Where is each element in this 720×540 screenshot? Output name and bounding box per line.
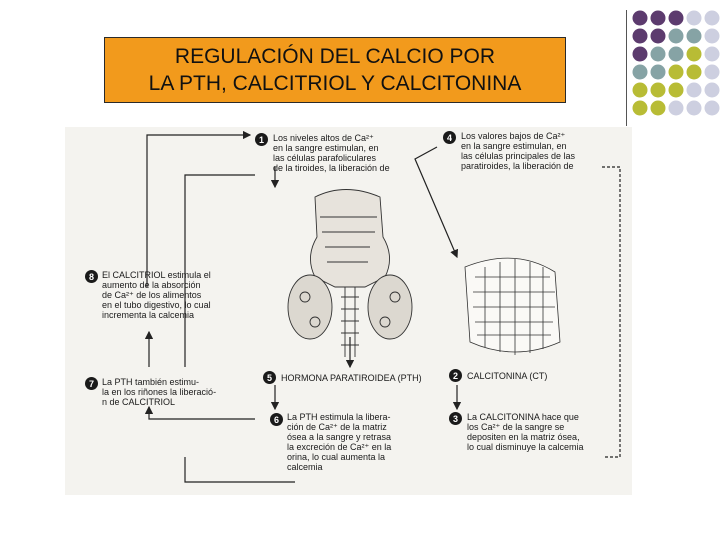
decorative-dot <box>651 47 666 62</box>
decorative-dot <box>705 29 720 44</box>
step-5-badge: 5 <box>263 371 276 384</box>
decorative-dot <box>687 47 702 62</box>
calcium-regulation-diagram <box>65 127 632 495</box>
decorative-dot <box>651 83 666 98</box>
hormone-pth-label: HORMONA PARATIROIDEA (PTH) <box>281 373 422 383</box>
decorative-dot <box>705 11 720 26</box>
decorative-dot <box>687 29 702 44</box>
decorative-dot <box>669 47 684 62</box>
decorative-dot <box>705 65 720 80</box>
decorative-dot <box>705 101 720 116</box>
step-6-text: La PTH estimula la libera- ción de Ca²⁺ de la matriz ósea a la sangre y retrasa la excreción de Ca²⁺ en la orina, lo cual aumenta la calcemia <box>287 412 392 472</box>
step-3-text: La CALCITONINA hace que los Ca²⁺ de la sangre se depositen en la matriz ósea, lo cual disminuye la calcemia <box>467 412 584 452</box>
step-6-badge: 6 <box>270 413 283 426</box>
step-8-badge: 8 <box>85 270 98 283</box>
decorative-dot <box>669 83 684 98</box>
arrow-loop-bottom <box>185 457 295 482</box>
parathyroid-illustration <box>465 258 560 355</box>
step-8-text: El CALCITRIOL estimula el aumento de la absorción de Ca²⁺ de los alimentos en el tubo digestivo, lo cual incrementa la calcemia <box>102 270 211 320</box>
decorative-dot <box>687 11 702 26</box>
decorative-dot <box>669 29 684 44</box>
decorative-vertical-line <box>626 10 627 126</box>
decorative-dot <box>687 83 702 98</box>
decorative-dot <box>687 65 702 80</box>
step-7-badge: 7 <box>85 377 98 390</box>
title-line-2: LA PTH, CALCITRIOL Y CALCITONINA <box>148 72 522 95</box>
decorative-dot <box>669 65 684 80</box>
decorative-dot <box>633 101 648 116</box>
title-box <box>104 37 566 103</box>
step-4-badge: 4 <box>443 131 456 144</box>
thyroid-illustration <box>288 190 412 358</box>
decorative-dot <box>633 47 648 62</box>
decorative-dot <box>705 83 720 98</box>
decorative-dot <box>687 101 702 116</box>
decorative-dot <box>651 65 666 80</box>
step-7-text: La PTH también estimu- la en los riñones la liberació- n de CALCITRIOL <box>102 377 217 407</box>
decorative-dot <box>651 11 666 26</box>
step-1-text: Los niveles altos de Ca²⁺ en la sangre estimulan, en las células parafoliculares de la tiroides, la liberación de <box>273 133 390 173</box>
step-2-badge: 2 <box>449 369 462 382</box>
step-1-badge: 1 <box>255 133 268 146</box>
decorative-dot <box>633 11 648 26</box>
decorative-dot <box>651 101 666 116</box>
title-line-1: REGULACIÓN DEL CALCIO POR <box>174 45 496 68</box>
decorative-dot <box>669 101 684 116</box>
decorative-dot <box>705 47 720 62</box>
decorative-dot <box>651 29 666 44</box>
decorative-dot <box>633 83 648 98</box>
hormone-ct-label: CALCITONINA (CT) <box>467 371 548 381</box>
step-4-text: Los valores bajos de Ca²⁺ en la sangre estimulan, en las células principales de las paratiroides, la liberación de <box>461 131 576 171</box>
decorative-dot <box>633 29 648 44</box>
decorative-dot <box>669 11 684 26</box>
decorative-dot <box>633 65 648 80</box>
step-3-badge: 3 <box>449 412 462 425</box>
arrow-6-to-7 <box>149 407 255 419</box>
arrow-loop-left <box>147 135 250 287</box>
